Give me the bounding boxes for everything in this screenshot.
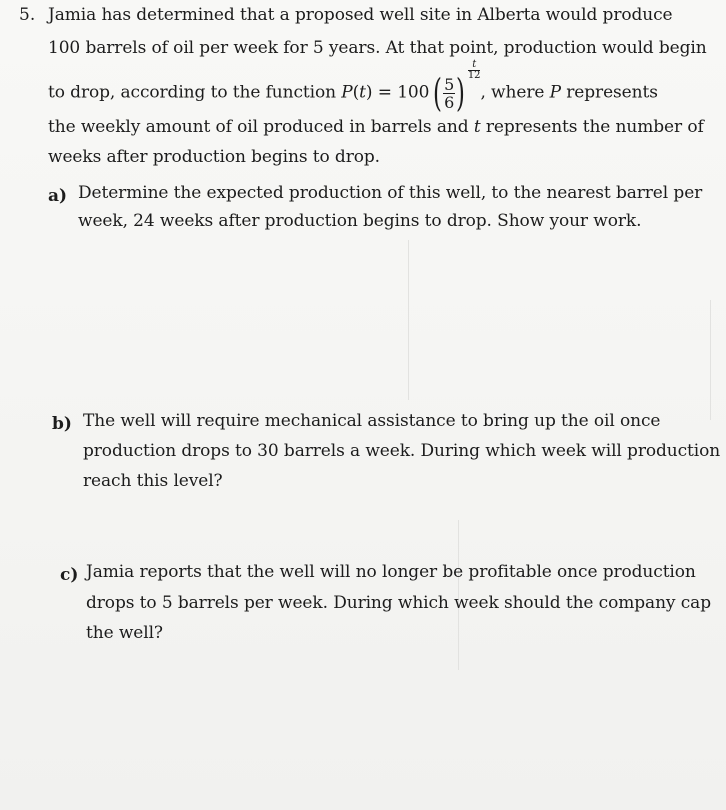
part-a-line-2: week, 24 weeks after production begins to drop. Show your work. <box>78 211 642 231</box>
stem-line-3-where: , where <box>480 82 550 103</box>
part-b-line-3: reach this level? <box>83 471 223 491</box>
formula-base <box>430 71 468 115</box>
part-c-label: c) <box>60 565 79 585</box>
part-c-line-1: Jamia reports that the well will no longer be profitable once production <box>86 562 696 582</box>
stem-line-2: 100 barrels of oil per week for 5 years. At that point, production would begin <box>48 38 707 58</box>
part-a-label: a) <box>48 186 68 206</box>
stem-line-1: Jamia has determined that a proposed well site in Alberta would produce <box>48 5 673 25</box>
right-paren: ) <box>456 71 465 115</box>
part-c-line-2: drops to 5 barrels per week. During which week should the company cap <box>86 593 711 613</box>
part-b-line-1: The well will require mechanical assistance to bring up the oil once <box>83 411 661 431</box>
stem-line-4-variable: t <box>473 117 481 137</box>
base-denominator: 6 <box>444 92 455 112</box>
formula-function-name: P <box>341 82 353 103</box>
formula-equals-coefficient: = 100 <box>372 82 430 103</box>
part-a-line-1: Determine the expected production of this well, to the nearest barrel per <box>78 183 703 203</box>
stem-line-3-represents: represents <box>560 82 658 103</box>
stem-line-3-text: to drop, according to the function <box>48 82 342 103</box>
bleed-through-line <box>408 240 409 400</box>
stem-line-4-text-a: the weekly amount of oil produced in barrels and <box>48 117 474 137</box>
base-fraction <box>443 76 455 111</box>
exponent-numerator: t <box>468 60 481 71</box>
part-b-line-2: production drops to 30 barrels a week. During which week will production <box>83 441 721 461</box>
part-c-line-3: the well? <box>86 623 163 643</box>
stem-line-4 <box>48 117 704 137</box>
stem-line-3-variable: P <box>549 82 561 103</box>
stem-line-4-text-b: represents the number of <box>480 117 704 137</box>
stem-line-3 <box>48 59 658 115</box>
left-paren: ( <box>433 71 443 115</box>
stem-line-5: weeks after production begins to drop. <box>48 147 380 167</box>
formula-exponent <box>468 60 481 81</box>
decay-function-formula: P(t) = 100 ( $\frac{5}{6}$ ) $\frac{t}{12}$ <box>341 59 481 115</box>
formula-variable: t <box>359 82 366 103</box>
exponent-denominator: 12 <box>467 70 481 81</box>
part-b-label: b) <box>52 414 72 434</box>
question-number: 5. <box>19 5 36 25</box>
bleed-through-line <box>710 300 711 420</box>
base-numerator: 5 <box>444 74 455 94</box>
